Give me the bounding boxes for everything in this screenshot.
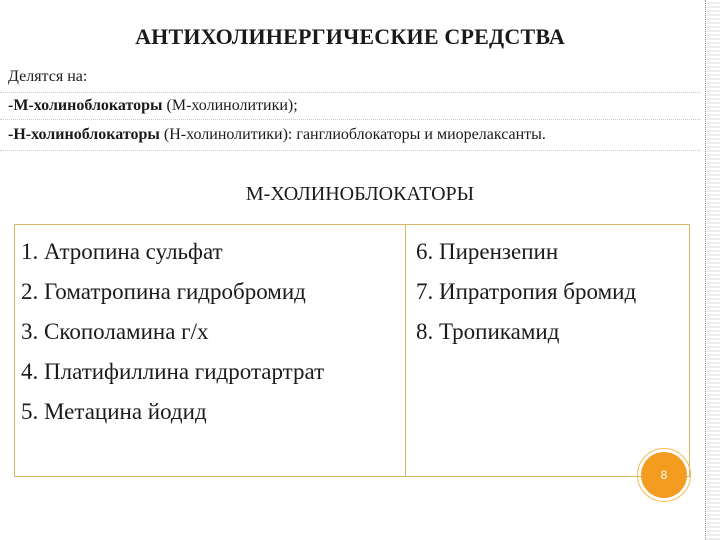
m-blockers-desc: (М-холинолитики);	[162, 97, 298, 114]
slide-edge-decoration	[705, 0, 720, 540]
n-blockers-term: -Н-холиноблокаторы	[8, 126, 160, 143]
drug-item: 8. Тропикамид	[416, 319, 560, 344]
slide-title: АНТИХОЛИНЕРГИЧЕСКИЕ СРЕДСТВА	[135, 24, 565, 49]
drug-table	[14, 224, 690, 477]
divider	[0, 150, 700, 151]
divider	[0, 92, 700, 93]
m-blockers-term: -М-холиноблокаторы	[8, 97, 163, 114]
drug-item: 2. Гоматропина гидробромид	[21, 279, 306, 304]
page-number-badge: 8	[641, 452, 687, 498]
intro-lead: Делятся на:	[8, 68, 88, 85]
section-subtitle: М-ХОЛИНОБЛОКАТОРЫ	[245, 183, 475, 205]
intro-line-m	[8, 91, 546, 120]
drug-column-right	[406, 225, 689, 476]
drug-item: 6. Пирензепин	[416, 239, 559, 264]
intro-text	[8, 62, 546, 149]
n-blockers-desc: (Н-холинолитики): ганглиоблокаторы и миорелаксанты.	[159, 126, 546, 143]
drug-item: 4. Платифиллина гидротартрат	[21, 359, 325, 384]
drug-column-left	[15, 225, 406, 476]
drug-item: 7. Ипратропия бромид	[416, 279, 637, 304]
drug-item: 3. Скополамина г/х	[21, 319, 209, 344]
drug-item: 1. Атропина сульфат	[21, 239, 223, 264]
drug-item: 5. Метацина йодид	[21, 399, 207, 424]
divider	[0, 119, 700, 120]
intro-line-n	[8, 120, 546, 149]
